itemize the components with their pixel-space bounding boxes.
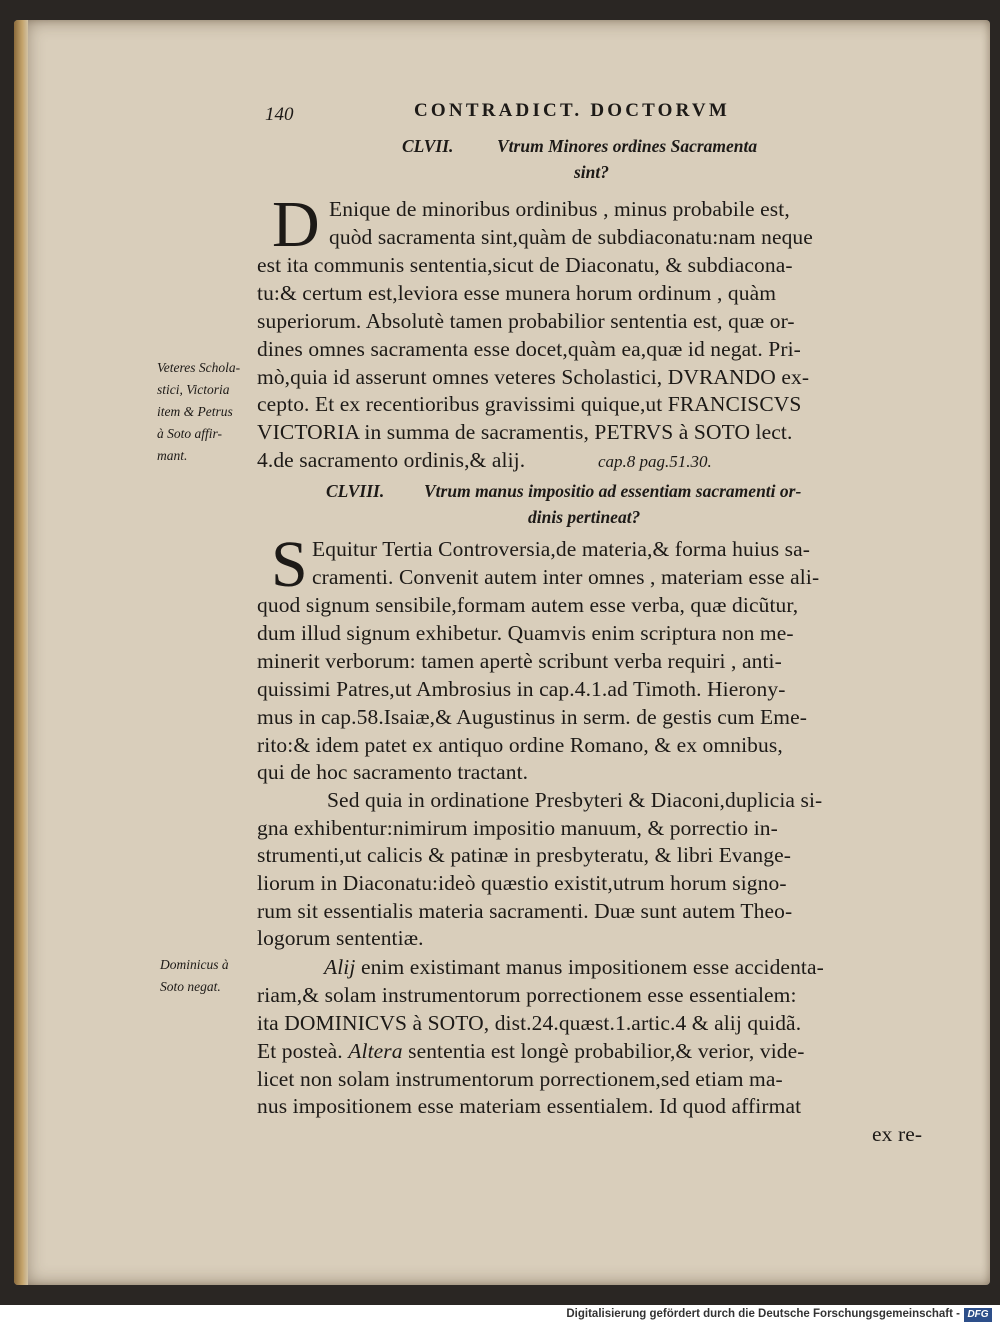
- body-line: VICTORIA in summa de sacramentis, PETRVS à SOTO lect.: [257, 420, 793, 444]
- body-line: 4.de sacramento ordinis,& alij.: [257, 448, 526, 472]
- body-line: qui de hoc sacramento tractant.: [257, 760, 529, 784]
- drop-cap: D: [272, 188, 320, 261]
- body-line: [324, 955, 824, 980]
- section-title-line: Vtrum Minores ordines Sacramenta: [497, 136, 758, 156]
- section-title-line: dinis pertineat?: [528, 507, 641, 527]
- body-line: gna exhibentur:nimirum impositio manuum, & porrectio in-: [257, 816, 778, 840]
- margin-note-line: stici, Victoria: [157, 382, 230, 397]
- margin-note-line: Veteres Schola-: [157, 360, 241, 375]
- margin-note-line: mant.: [157, 448, 188, 463]
- page-number: 140: [265, 104, 294, 125]
- margin-note-line: item & Petrus: [157, 404, 233, 419]
- body-line: mò,quia id asserunt omnes veteres Scholastici, DVRANDO ex-: [257, 365, 810, 389]
- body-line: riam,& solam instrumentorum porrectionem esse essentialem:: [257, 983, 797, 1007]
- section-number: CLVIII.: [326, 481, 385, 501]
- body-line: Enique de minoribus ordinibus , minus probabile est,: [329, 197, 790, 221]
- margin-note: [160, 954, 229, 998]
- body-line: Sed quia in ordinatione Presbyteri & Diaconi,duplicia si-: [327, 788, 823, 812]
- body-line: logorum sententiæ.: [257, 926, 424, 950]
- body-line: cramenti. Convenit autem inter omnes , materiam esse ali-: [312, 565, 820, 589]
- section-title-line: sint?: [574, 162, 610, 182]
- body-text: enim existimant manus impositionem esse accidenta-: [355, 955, 824, 979]
- section-number: CLVII.: [402, 136, 454, 156]
- margin-note-line: Dominicus à: [160, 957, 229, 972]
- body-line: Equitur Tertia Controversia,de materia,& forma huius sa-: [312, 537, 811, 561]
- body-line: cepto. Et ex recentioribus gravissimi quique,ut FRANCISCVS: [257, 392, 802, 416]
- body-text: Et posteà.: [257, 1039, 343, 1063]
- body-line: dines omnes sacramenta esse docet,quàm ea,quæ id negat. Pri-: [257, 337, 801, 361]
- dfg-logo: DFG: [964, 1308, 992, 1322]
- body-text: sententia est longè probabilior,& verior, vide-: [402, 1039, 805, 1063]
- body-line: superiorum. Absolutè tamen probabilior sententia est, quæ or-: [257, 309, 795, 333]
- body-line: liorum in Diaconatu:ideò quæstio existit,utrum horum signo-: [257, 871, 787, 895]
- italic-word: Altera: [348, 1039, 403, 1063]
- footer-bar: [0, 1305, 1000, 1326]
- citation-reference: cap.8 pag.51.30.: [598, 452, 712, 471]
- body-line: strumenti,ut calicis & patinæ in presbyteratu, & libri Evange-: [257, 843, 792, 867]
- section-title-line: Vtrum manus impositio ad essentiam sacramenti or-: [424, 481, 802, 501]
- drop-cap: S: [271, 528, 308, 601]
- body-line: quod signum sensibile,formam autem esse verba, quæ dicũtur,: [257, 593, 799, 617]
- body-line: [257, 1039, 805, 1064]
- body-line: quissimi Patres,ut Ambrosius in cap.4.1.ad Timoth. Hierony-: [257, 677, 786, 701]
- body-line: tu:& certum est,leviora esse munera horum ordinum , quàm: [257, 281, 777, 305]
- margin-note-line: Soto negat.: [160, 979, 221, 994]
- body-line: licet non solam instrumentorum porrectionem,sed etiam ma-: [257, 1067, 783, 1091]
- italic-word: Alij: [324, 955, 356, 979]
- catchword: ex re-: [872, 1122, 923, 1146]
- margin-note-line: à Soto affir-: [157, 426, 222, 441]
- body-line: dum illud signum exhibetur. Quamvis enim scriptura non me-: [257, 621, 794, 645]
- margin-note: [157, 357, 240, 467]
- body-line: ita DOMINICVS à SOTO, dist.24.quæst.1.artic.4 & alij quidã.: [257, 1011, 802, 1035]
- body-line: mus in cap.58.Isaiæ,& Augustinus in serm. de gestis cum Eme-: [257, 705, 808, 729]
- funding-credit: Digitalisierung gefördert durch die Deutsche Forschungsgemeinschaft -: [566, 1308, 960, 1320]
- body-line: quòd sacramenta sint,quàm de subdiaconatu:nam neque: [329, 225, 813, 249]
- body-line: nus impositionem esse materiam essentialem. Id quod affirmat: [257, 1094, 802, 1118]
- page-gutter: [14, 20, 28, 1285]
- body-line: rito:& idem patet ex antiquo ordine Romano, & ex omnibus,: [257, 733, 783, 757]
- body-line: rum sit essentialis materia sacramenti. Duæ sunt autem Theo-: [257, 899, 793, 923]
- body-line: minerit verborum: tamen apertè scribunt verba requiri , anti-: [257, 649, 782, 673]
- body-line: est ita communis sententia,sicut de Diaconatu, & subdiacona-: [257, 253, 793, 277]
- running-title: CONTRADICT. DOCTORVM: [414, 100, 730, 121]
